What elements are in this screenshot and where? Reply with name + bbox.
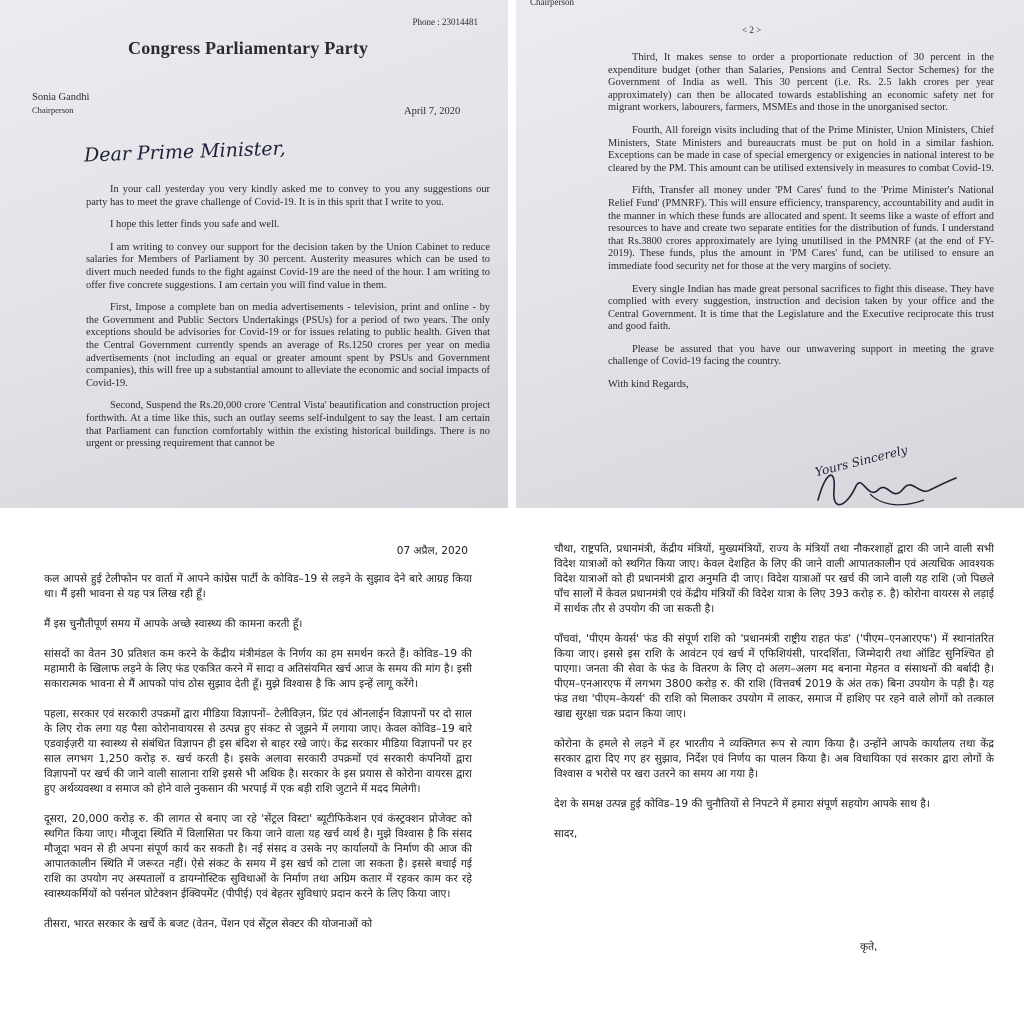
letterhead-title: Congress Parliamentary Party (128, 38, 369, 58)
paragraph: सादर, (554, 828, 578, 840)
paragraph: Third, It makes sense to order a proportionate reduction of 30 percent in the expenditure budget (other than Salaries, Pensions and Central Sector Schemes) for the Government of India as well. This 30 percent (i.e. Rs. 2.5 lakh crores per year approximately) can then be allocated towards establishing an economic safety net for migrant workers, labourers, farmers, MSMEs and those in the unorganised sector. (608, 52, 994, 114)
paragraph: कल आपसे हुई टेलीफोन पर वार्ता में आपने कांग्रेस पार्टी के कोविड–19 से लड़ने के सुझाव देने बारे आग्रह किया था। मैं इसी भावना से यह पत्र लिख रही हूँ। (44, 573, 472, 600)
page-header: Chairperson (530, 0, 574, 7)
paragraph: कोरोना के हमले से लड़ने में हर भारतीय ने व्यक्तिगत रूप से त्याग किया है। उन्होंने आपके कार्यालय तथा केंद्र सरकार द्वारा दिए गए हर सुझाव, निर्देश एवं निर्णय का पालन किया है। अब विधायिका एवं सरकार द्वारा लोगों के विश्वास व भरोसे पर खरा उतरने का समय आ गया है। (554, 738, 994, 780)
closing-handwritten: Yours Sincerely (813, 442, 909, 480)
paragraph: मैं इस चुनौतीपूर्ण समय में आपके अच्छे स्वास्थ्य की कामना करती हूँ। (44, 618, 303, 630)
paragraph: Every single Indian has made great personal sacrifices to fight this disease. They have complied with every suggestion, instruction and decision taken by your office and the Central Government. It is time that the Legislature and the Executive reciprocate this trust and good faith. (608, 283, 994, 333)
letter-body-page-2 (608, 52, 994, 402)
letter-date: April 7, 2020 (404, 106, 461, 117)
letter-photo-page-1 (0, 0, 508, 508)
paragraph: Fourth, All foreign visits including that of the Prime Minister, Union Ministers, Chief Ministers, State Ministers and bureaucrats must be put on hold in a similar fashion. Exceptions can be made in case of special emergency or exigencies in national interest to be cleared by the PM. This amount can be utilised extensively in measures to combat Covid-19. (608, 124, 994, 174)
paragraph: Please be assured that you have our unwavering support in meeting the grave challenge of Covid-19 facing the country. (608, 343, 994, 368)
paragraph: दूसरा, 20,000 करोड़ रु. की लागत से बनाए जा रहे 'सेंट्रल विस्टा' ब्यूटीफिकेशन एवं कंस्ट्रक्शन प्रोजेक्ट को स्थगित किया जाए। मौजूदा स्थिति में विलासिता पर किया जाने वाला यह खर्च व्यर्थ है। मुझे विश्वास है कि संसद मौजूदा भवन से ही अपना संपूर्ण कार्य कर सकती है। नई संसद व उसके नए कार्यालयों के निर्माण की आज की आपातकालीन स्थिति में जरूरत नहीं। ऐसे संकट के समय में इस खर्च को टाला जा सकता है। इससे बचाई गई राशि का उपयोग नए अस्पतालों व डायग्नोस्टिक सुविधाओं के निर्माण तथा अग्रिम कतार में रहकर काम कर रहे स्वास्थ्यकर्मियों को पर्सनल प्रोटेक्शन ईक्विपमेंट (पीपीई) एवं बेहतर सुविधाएं प्रदान करने के लिए किया जाए। (44, 813, 472, 900)
hindi-letter-page-1 (0, 516, 508, 1024)
paragraph: पहला, सरकार एवं सरकारी उपक्रमों द्वारा मीडिया विज्ञापनों– टेलीविज़न, प्रिंट एवं ऑनलाईन विज्ञापनों पर दो साल के लिए रोक लगा यह पैसा कोरोनावायरस से उत्पन्न हुए संकट से जूझने में लगाया जाए। केवल कोविड–19 बारे एडवाईज़री या स्वास्थ्य से संबंधित विज्ञापन ही इस बंदिश से बाहर रखे जाएं। केंद्र सरकार मीडिया विज्ञापनों पर हर साल लगभग 1,250 करोड़ रु. खर्च करती है। इसके अलावा सरकारी उपक्रमों एवं सरकारी कंपनियों द्वारा विज्ञापनों पर खर्च की जाने वाली सालाना राशि इससे भी अधिक है। सरकार के इस प्रयास से कोरोना वायरस द्वारा हुए अर्थव्यवस्था व समाज को होने वाले नुकसान की भरपाई में एक बड़ी राशि जुटाने में मदद मिलेगी। (44, 708, 472, 795)
divider (0, 508, 1024, 516)
paragraph: सांसदों का वेतन 30 प्रतिशत कम करने के केंद्रीय मंत्रीमंडल के निर्णय का हम समर्थन करते हैं। कोविड–19 की महामारी के खिलाफ लड़ने के लिए फंड एकत्रित करने में सादा व अतिसंयमित खर्च आज के समय की मांग है। इसी सकारात्मक भावना से मैं आपको पांच ठोस सुझाव देती हूँ। मुझे विश्वास है कि आप इन्हें लागू करेंगे। (44, 648, 472, 690)
paragraph: Second, Suspend the Rs.20,000 crore 'Central Vista' beautification and construction project forthwith. At a time like this, such an outlay seems self-indulgent to say the least. I am certain that Parliament can function comfortably within the existing historical buildings. There is no urgent or pressing requirement that cannot be (86, 400, 490, 450)
sender-role: Chairperson (32, 105, 74, 115)
paragraph: तीसरा, भारत सरकार के खर्चे के बजट (वेतन, पेंशन एवं सेंट्रल सेक्टर की योजनाओं को (44, 918, 373, 930)
hindi-letter-page-2 (516, 516, 1024, 1024)
page-number: < 2 > (742, 25, 762, 35)
paragraph: With kind Regards, (608, 379, 689, 391)
paragraph: I am writing to convey our support for the decision taken by the Union Cabinet to reduce salaries for Members of Parliament by 30 percent. Austerity measures which can be used to divert much needed funds to the fight against Covid-19 are the need of the hour. I am writing to offer five concrete suggestions. I am certain you will find value in them. (86, 241, 490, 291)
sign-off: कृते, (860, 941, 878, 953)
letter-date: 07 अप्रैल, 2020 (396, 545, 468, 557)
hindi-body-page-2 (554, 542, 994, 857)
signature-icon (812, 460, 962, 508)
paragraph: देश के समक्ष उत्पन्न हुई कोविड–19 की चुनौतियों से निपटने में हमारा संपूर्ण सहयोग आपके साथ है। (554, 798, 930, 810)
paragraph: In your call yesterday you very kindly asked me to convey to you any suggestions our party has to meet the grave challenge of Covid-19. It is in this sprit that I write to you. (86, 184, 490, 208)
paragraph: पाँचवां, 'पीएम केयर्स' फंड की संपूर्ण राशि को 'प्रधानमंत्री राष्ट्रीय राहत फंड' ('पीएम–एनआरएफ') में स्थानांतरित किया जाए। इससे इस राशि के आवंटन एवं खर्च में एफिशियंसी, पारदर्शिता, जिम्मेदारी तथा ऑडिट सुनिश्चित हो पाएगा। जनता की सेवा के फंड के वितरण के लिए दो अलग–अलग मद बनाना मेहनत व संसाधनों की बर्बादी है। पीएम–एनआरएफ में लगभग 3800 करोड़ रु. की राशि (वित्तवर्ष 2019 के अंत तक) बिना उपयोग के पड़ी है। यह फंड तथा 'पीएम–केयर्स' की राशि को मिलाकर उपयोग में लाकर, समाज में हाशिए पर रहने वाले लोगों को तत्काल खाद्य सुरक्षा चक्र प्रदान किया जाए। (554, 633, 994, 720)
paragraph: Fifth, Transfer all money under 'PM Cares' fund to the 'Prime Minister's National Relief Fund' (PMNRF). This will ensure efficiency, transparency, accountability and audit in the manner in which these funds are allocated and spent. It seems like a waste of effort and resources to have and create two separate entities for the distribution of funds. I understand that Rs.3800 crores approximately are lying unutilised in the PMNRF (at the end of FY-2019). These funds, plus the amount in 'PM Cares' fund, can be utilised to ensure an immediate food security net for those at the very margins of society. (608, 185, 994, 272)
phone-number: Phone : 23014481 (412, 17, 478, 27)
letter-photo-page-2 (516, 0, 1024, 508)
letter-body-page-1 (86, 184, 490, 461)
paragraph: First, Impose a complete ban on media advertisements - television, print and online - by the Government and Public Sectors Undertakings (PSUs) for a period of two years. The only exceptions should be advisories for Covid-19 or for issues relating to public health. Given that the Central Government currently spends an average of Rs.1250 crores per year on media advertisements (not including an equal or greater amount spent by PSUs and Government companies), this will free up a substantial amount to alleviate the economic and social impacts of Covid-19. (86, 302, 490, 389)
handwritten-salutation: Dear Prime Minister, (83, 137, 286, 167)
paragraph: चौथा, राष्ट्रपति, प्रधानमंत्री, केंद्रीय मंत्रियों, मुख्यमंत्रियों, राज्य के मंत्रियों तथा नौकरशाहों द्वारा की जाने वाली सभी विदेश यात्राओं को स्थगित किया जाए। केवल देशहित के लिए की जाने वाली आपातकालीन एवं अत्यधिक आवश्यक विदेश यात्राओं को ही प्रधानमंत्री द्वारा अनुमति दी जाए। विदेश यात्राओं पर खर्च की जाने वाली यह राशि (जो पिछले पाँच सालों में केवल प्रधानमंत्री एवं केंद्रीय मंत्रियों की विदेश यात्रा के लिए 393 करोड़ रु. है) कोरोना वायरस से लड़ाई में सार्थक तौर से उपयोग की जा सकती है। (554, 543, 994, 615)
sender-name: Sonia Gandhi (32, 92, 90, 103)
hindi-body-page-1 (44, 572, 472, 947)
paragraph: I hope this letter finds you safe and well. (110, 219, 280, 231)
